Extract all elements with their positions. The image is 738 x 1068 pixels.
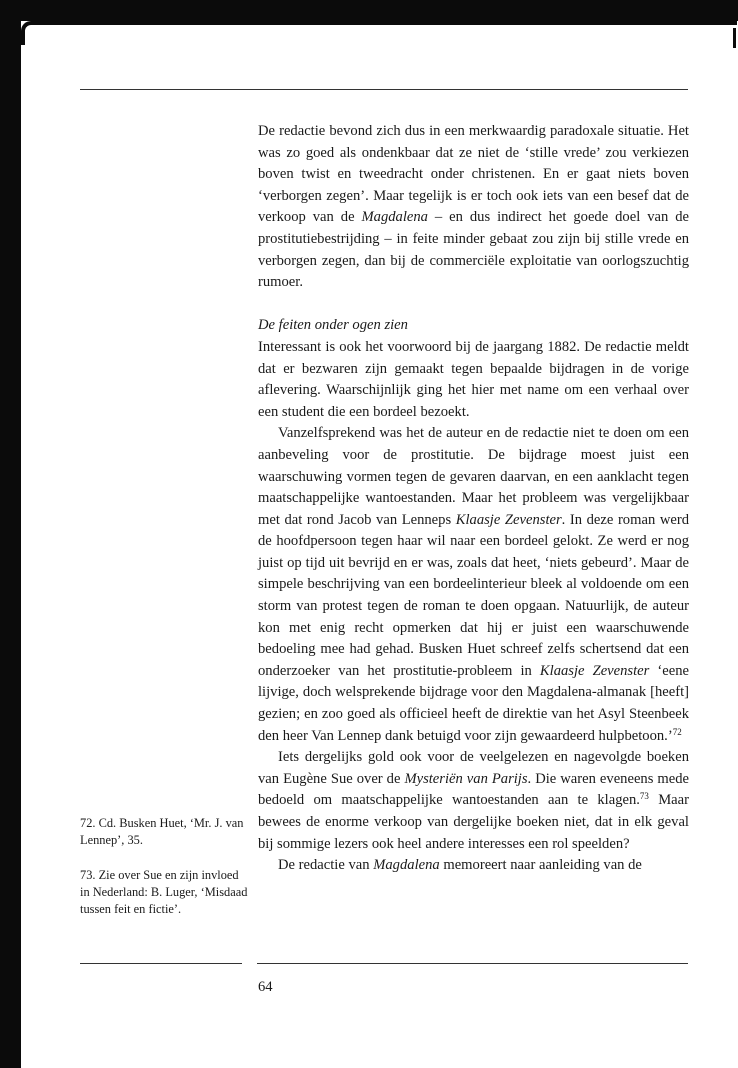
paragraph-4-text-c: Maar bewees de enorme verkoop van dergelijke boeken niet, dat in elk geval bij sommige lezers ook heel andere interesses een rol speelden? — [258, 792, 689, 852]
paragraph-1-italic-title: Magdalena — [361, 209, 428, 226]
paragraph-1-text-end: – en dus indirect het goede doel van de prostitutiebestrijding – in feite minder gebaat zou zijn bij stille vrede en verborgen zegen, dan bij de commerciële exploitatie van oorlogszuchtig rumoer. — [258, 209, 689, 291]
paragraph-3-text-b: . In deze roman werd de hoofdpersoon tegen haar wil naar een bordeel gelokt. Ze werd er nog juist op tijd uit bevrijd en er was, zoals dat heet, ‘niets gebeurd’. Maar de simpele beschrijving van een bordeelinterieur bleek al voldoende om een storm van protest tegen de roman te doen opgaan. Natuurlijk, de auteur kon met enig recht opmerken dat hij er juist een waarschuwende bedoeling mee had gehad. Busken Huet schreef zelfs schertsend dat een onderzoeker van het prostitutie-probleem in — [258, 511, 689, 679]
scan-edge-corner — [21, 21, 737, 45]
paragraph-5-italic-title: Magdalena — [373, 857, 440, 874]
page-number: 64 — [258, 979, 273, 995]
scan-edge-top — [0, 0, 738, 21]
paragraph-4 — [258, 747, 689, 855]
section-block — [258, 315, 689, 423]
paragraph-5-text-a: De redactie van — [278, 857, 374, 874]
paragraph-3 — [258, 423, 689, 747]
footer-rule-left — [80, 963, 242, 964]
paragraph-3-italic-title-1: Klaasje Zevenster — [455, 511, 562, 528]
main-text-column — [258, 121, 689, 877]
paragraph-4-text-b: . Die waren eveneens mede bedoeld om maatschappelijke wantoestanden aan te klagen. — [258, 770, 690, 809]
paragraph-5-text-b: memoreert naar aanleiding van de — [439, 857, 642, 874]
section-heading: De feiten onder ogen zien — [258, 317, 408, 334]
paragraph-4-text-a: Iets dergelijks gold ook voor de veelgelezen en nagevolgde boeken van Eugène Sue over de — [258, 749, 689, 787]
scan-edge-left — [0, 0, 21, 1068]
scan-edge-right-tick — [733, 28, 736, 48]
footnote-72 — [80, 815, 248, 849]
paragraph-5 — [258, 855, 689, 877]
paragraph-4-italic-title: Mysteriën van Parijs — [404, 770, 528, 787]
paragraph-2-text: Interessant is ook het voorwoord bij de jaargang 1882. De redactie meldt dat er bezwaren zijn gemaakt tegen bepaalde bijdragen in de vorige aflevering. Waarschijnlijk ging het hier met name om een verhaal over een student die een bordeel bezoekt. — [258, 338, 689, 420]
paragraph-3-text-a: Vanzelfsprekend was het de auteur en de redactie niet te doen om een aanbeveling voor de prostitutie. De bijdrage moest juist een waarschuwing vormen tegen de gevaren daarvan, en een aanklacht tegen maatschappelijke wantoestanden. Maar het probleem was vergelijkbaar met dat rond Jacob van Lenneps — [258, 425, 689, 528]
footnote-ref-72[interactable]: 72 — [672, 726, 682, 737]
footnote-73 — [80, 867, 248, 917]
paragraph-3-text-c: ‘eene lijvige, doch welsprekende bijdrage voor den Magdalena-almanak [heeft] gezien; en zoo goed als officieel heeft de direktie van het Asyl Steenbeek den heer Van Lennep dank betuigd voor zijn gewaardeerd hulpbetoon.’ — [258, 662, 689, 744]
footnote-ref-73[interactable]: 73 — [639, 791, 649, 802]
header-rule — [80, 89, 688, 90]
footer-rule-right — [257, 963, 688, 964]
footnote-72-text: 72. Cd. Busken Huet, ‘Mr. J. van Lennep’, 35. — [80, 816, 244, 847]
footnote-73-text: 73. Zie over Sue en zijn invloed in Nederland: B. Luger, ‘Misdaad tussen feit en fictie’. — [80, 868, 248, 916]
paragraph-3-italic-title-2: Klaasje Zevenster — [539, 662, 650, 679]
paragraph-1 — [258, 121, 689, 294]
paragraph-1-text: De redactie bevond zich dus in een merkwaardig paradoxale situatie. Het was zo goed als ondenkbaar dat ze niet de ‘stille vrede’ zou verkiezen boven twist en tweedracht onder christenen. En er gaat niets boven ‘verborgen zegen’. Maar tegelijk is er toch ook iets van een besef dat de verkoop van de — [258, 123, 689, 226]
